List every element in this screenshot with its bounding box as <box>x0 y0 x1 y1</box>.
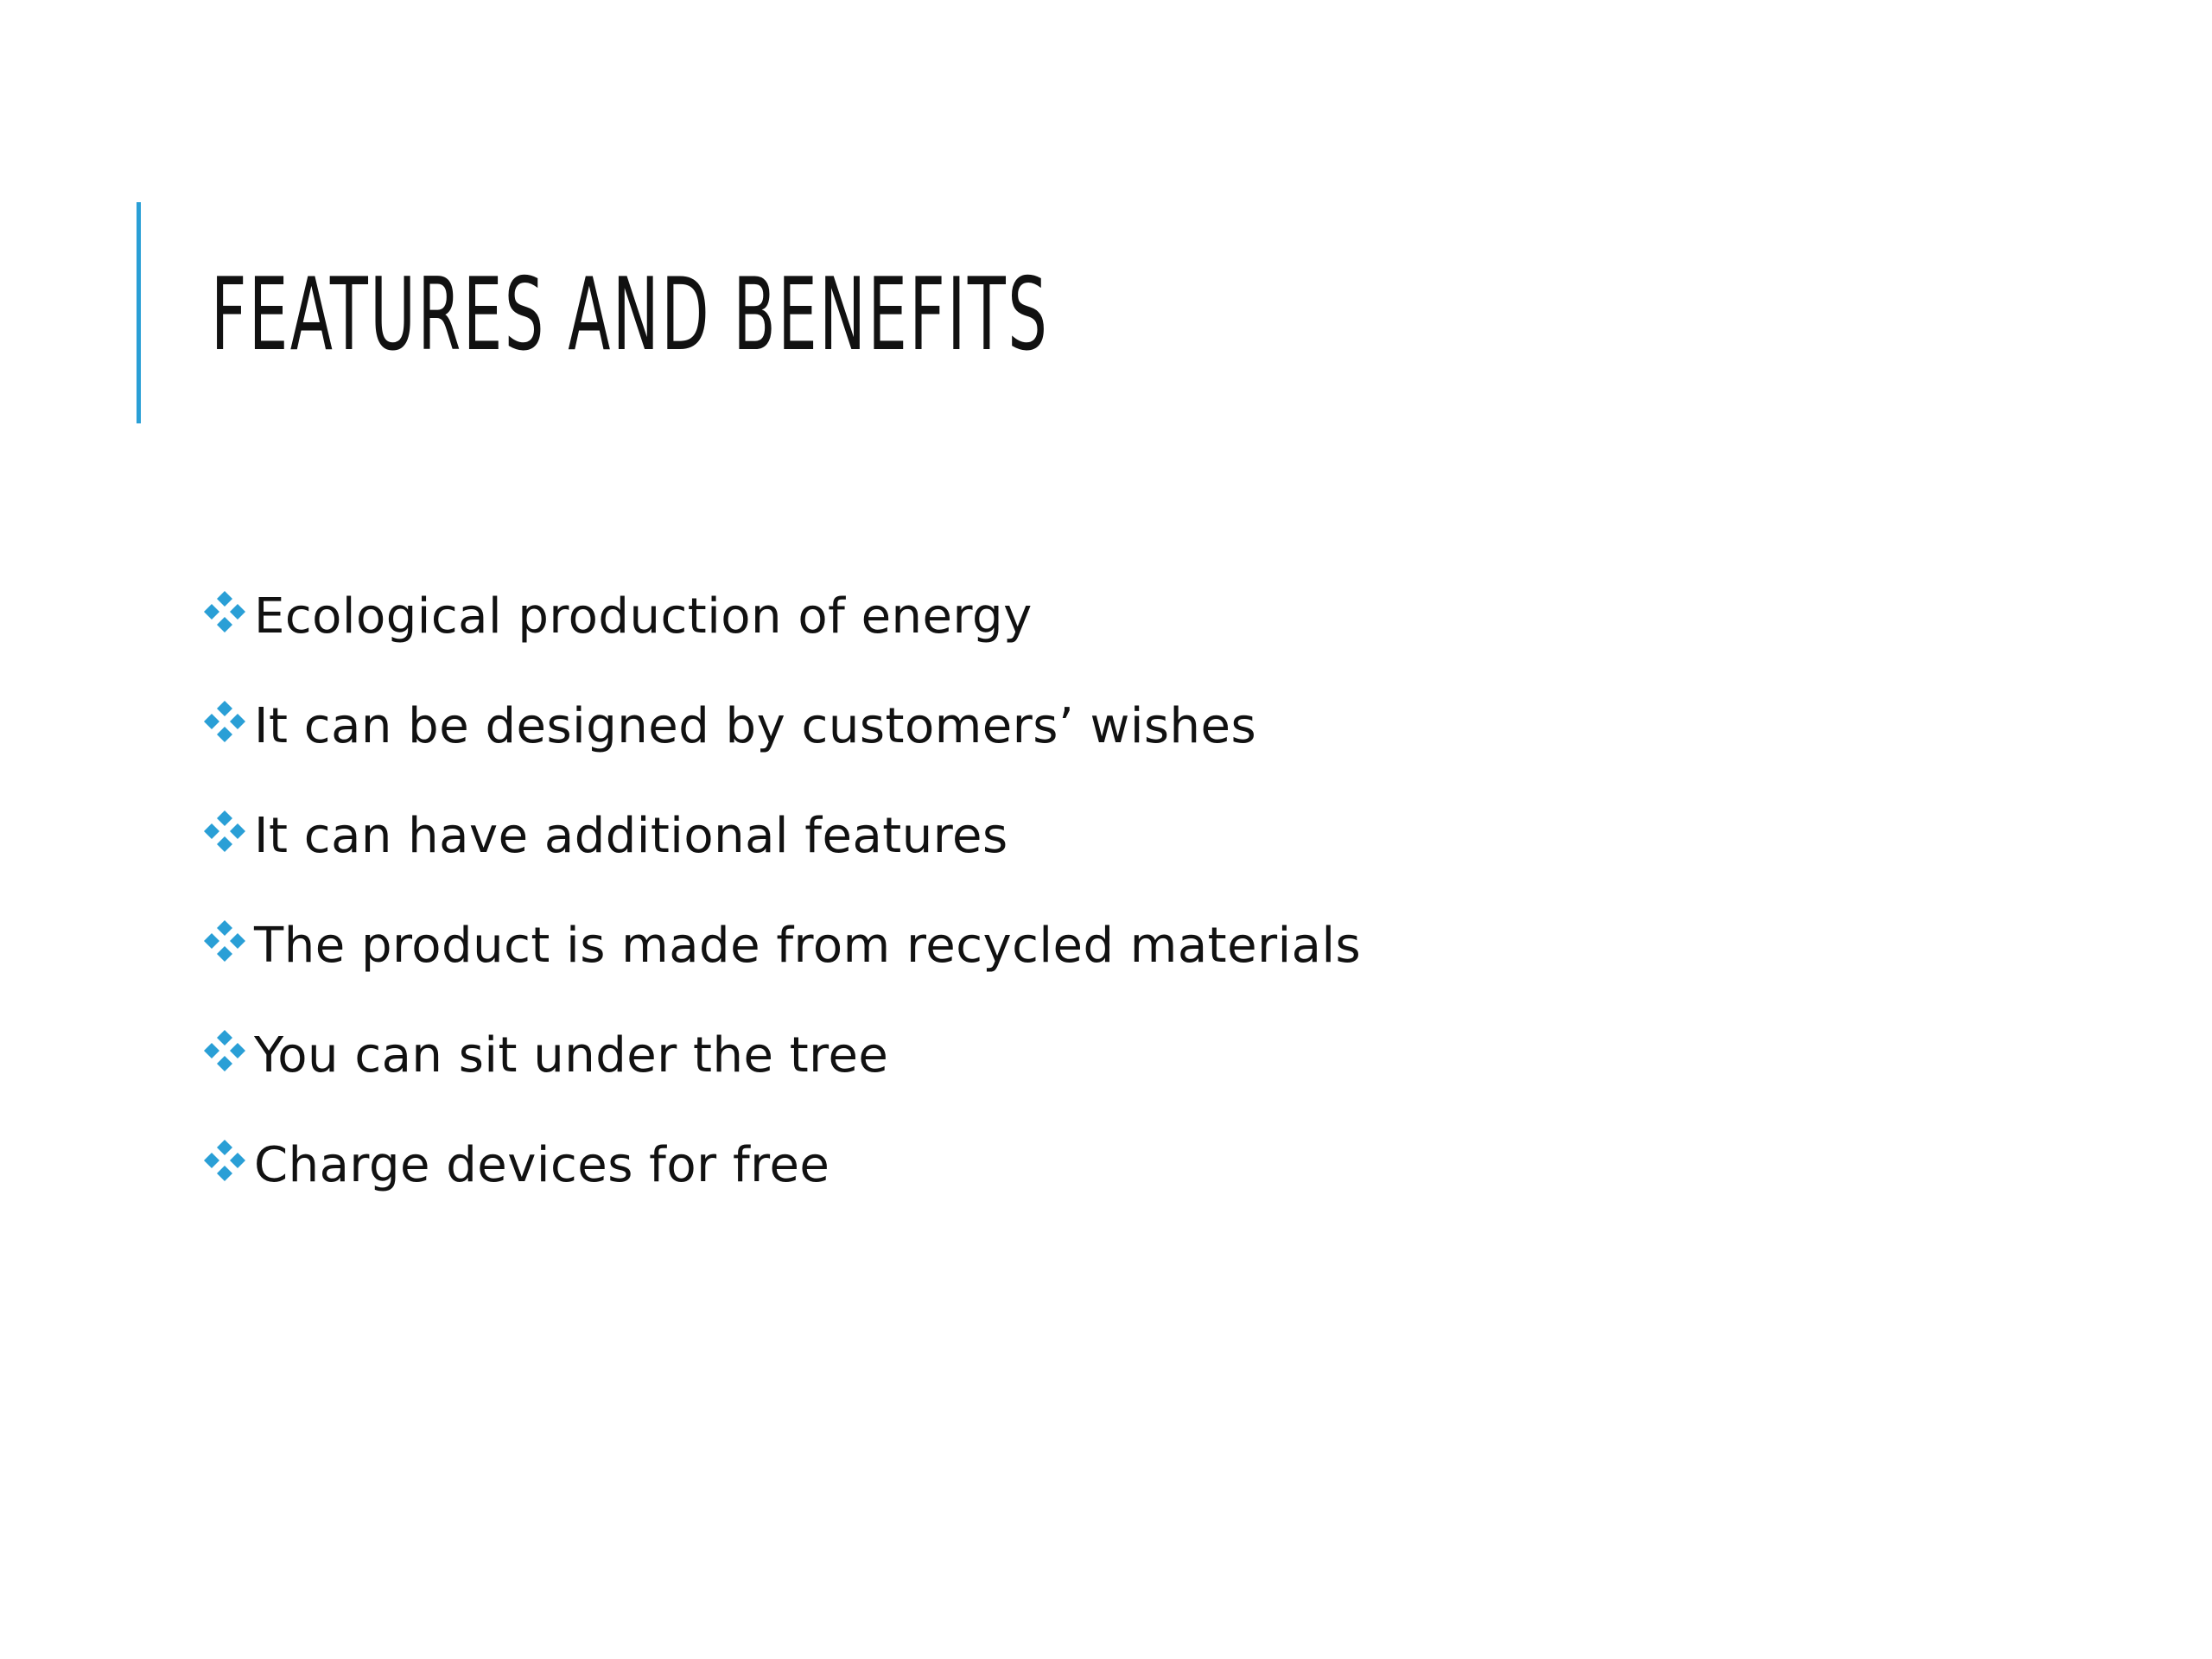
bullet-item <box>200 891 1361 1001</box>
bullet-text: The product is made from recycled materials <box>254 918 1362 974</box>
four-diamond-bullet-icon <box>200 917 249 965</box>
bullet-text: You can sit under the tree <box>254 1027 889 1084</box>
four-diamond-bullet-icon <box>200 807 249 855</box>
bullet-list <box>200 562 1361 1220</box>
bullet-item <box>200 671 1361 781</box>
bullet-item <box>200 562 1361 671</box>
bullet-text: Ecological production of energy <box>254 588 1033 645</box>
bullet-text: It can have additional features <box>254 808 1008 864</box>
four-diamond-bullet-icon <box>200 1136 249 1185</box>
four-diamond-bullet-icon <box>200 588 249 636</box>
four-diamond-bullet-icon <box>200 697 249 746</box>
bullet-item <box>200 1110 1361 1220</box>
four-diamond-bullet-icon <box>200 1027 249 1075</box>
title-accent-bar <box>137 202 141 423</box>
slide-title: FEATURES AND BENEFITS <box>211 257 1050 373</box>
bullet-item <box>200 1001 1361 1110</box>
bullet-text: Charge devices for free <box>254 1137 830 1193</box>
bullet-text: It can be designed by customers’ wishes <box>254 698 1257 754</box>
bullet-item <box>200 781 1361 891</box>
